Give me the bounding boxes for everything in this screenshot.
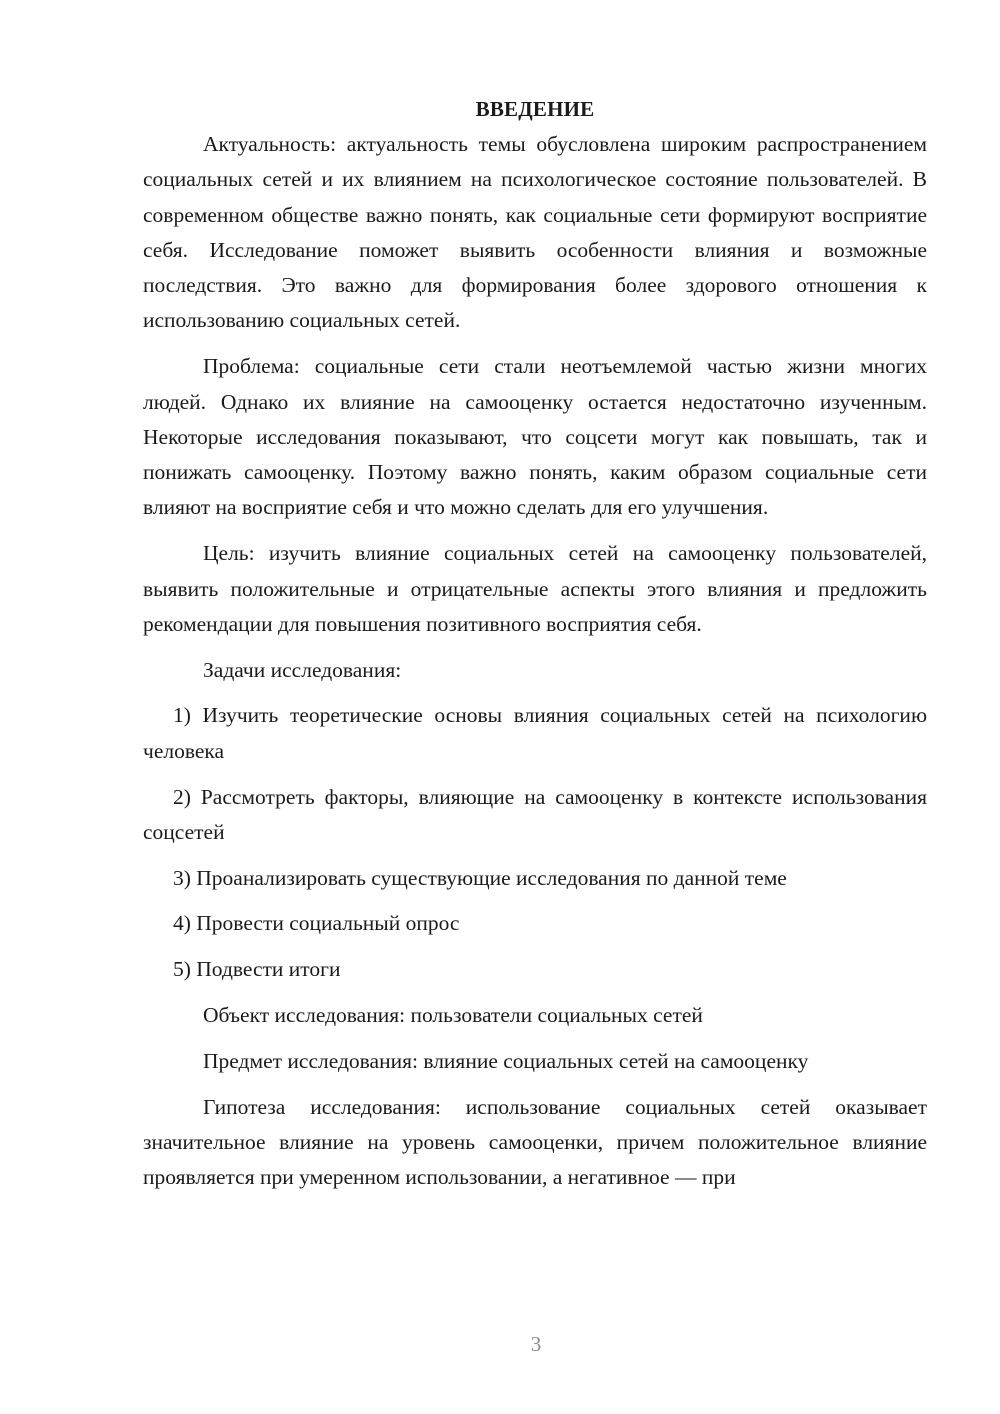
page-title: ВВЕДЕНИЕ [475,97,595,121]
list-item: 5) Подвести итоги [173,957,341,982]
paragraph-object: Объект исследования: пользователи социальных сетей [203,1003,703,1028]
paragraph-subject: Предмет исследования: влияние социальных сетей на самооценку [203,1048,809,1073]
tasks-heading: Задачи исследования: [203,657,402,682]
tasks-list [143,698,927,987]
list-item: 4) Провести социальный опрос [173,911,460,936]
paragraph-hypothesis: Гипотеза исследования: использование социальных сетей оказывает значительное влияние на уровень самооценки, причем положительное влияние проявляется при умеренном использовании, а негативное — при [143,1094,927,1190]
paragraph-relevance: Актуальность: актуальность темы обусловлена широким распространением социальных сетей и их влиянием на психологическое состояние пользователей. В современном обществе важно понять, как социальные сети формируют восприятие себя. Исследование поможет выявить особенности влияния и возможные последствия. Это важно для формирования более здорового отношения к использованию социальных сетей. [143,132,927,333]
paragraph-problem: Проблема: социальные сети стали неотъемлемой частью жизни многих людей. Однако их влияние на самооценку остается недостаточно изученным. Некоторые исследования показывают, что соцсети могут как повышать, так и понижать самооценку. Поэтому важно понять, каким образом социальные сети влияют на восприятие себя и что можно сделать для его улучшения. [143,354,927,520]
paragraph-goal: Цель: изучить влияние социальных сетей на самооценку пользователей, выявить положительные и отрицательные аспекты этого влияния и предложить рекомендации для повышения позитивного восприятия себя. [143,541,927,636]
list-item: 3) Проанализировать существующие исследования по данной теме [173,865,787,890]
document-page [143,92,927,1206]
list-item: 1) Изучить теоретические основы влияния социальных сетей на психологию человека [143,703,927,763]
page-number: 3 [530,1332,542,1356]
list-item: 2) Рассмотреть факторы, влияющие на самооценку в контексте использования соцсетей [143,784,927,844]
